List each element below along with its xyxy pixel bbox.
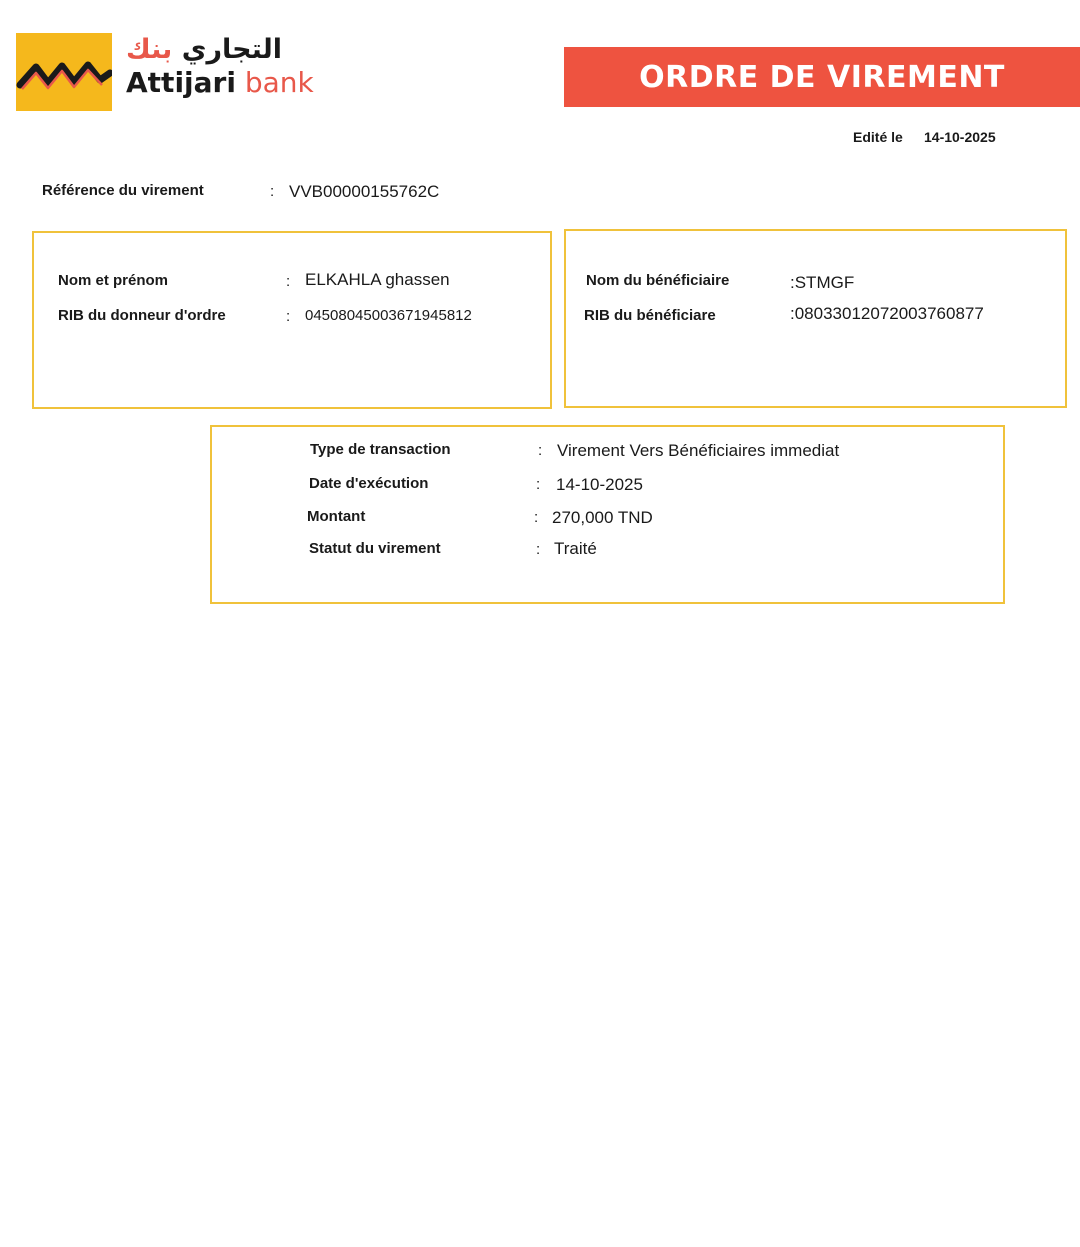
status-label: Statut du virement xyxy=(309,540,441,557)
document-title-banner xyxy=(564,47,1080,107)
bank-name-arabic-bank: بنك xyxy=(126,34,173,65)
amount-value: 270,000 TND xyxy=(552,508,653,527)
bank-name-latin xyxy=(126,66,314,99)
beneficiary-name-label: Nom du bénéficiaire xyxy=(586,272,730,289)
ordering-name-colon: : xyxy=(286,273,291,290)
transaction-type-value: Virement Vers Bénéficiaires immediat xyxy=(557,441,840,460)
beneficiary-name-value: :STMGF xyxy=(790,273,855,292)
ordering-rib-label: RIB du donneur d'ordre xyxy=(58,307,226,324)
beneficiary-rib-label: RIB du bénéficiare xyxy=(584,307,716,324)
edited-label: Edité le xyxy=(853,129,903,145)
ordering-rib-value: 04508045003671945812 xyxy=(305,307,472,324)
transaction-type-colon: : xyxy=(538,442,543,459)
amount-colon: : xyxy=(534,509,539,526)
reference-value: VVB00000155762C xyxy=(289,182,440,201)
amount-label: Montant xyxy=(307,508,366,525)
ordering-name-value: ELKAHLA ghassen xyxy=(305,270,450,289)
status-colon: : xyxy=(536,541,541,558)
ordering-name-label: Nom et prénom xyxy=(58,272,169,289)
bank-logo-icon xyxy=(16,33,112,111)
ordering-rib-colon: : xyxy=(286,308,291,325)
bank-name-arabic xyxy=(126,34,282,65)
execution-date-colon: : xyxy=(536,476,541,493)
status-value: Traité xyxy=(554,539,597,558)
edited-date: 14-10-2025 xyxy=(924,129,996,145)
execution-date-value: 14-10-2025 xyxy=(556,475,643,494)
execution-date-label: Date d'exécution xyxy=(309,475,429,492)
bank-name-latin-bank: bank xyxy=(244,66,314,99)
document-title: ORDRE DE VIREMENT xyxy=(639,59,1005,95)
bank-name-latin-main: Attijari xyxy=(126,66,236,99)
bank-name-arabic-main: التجاري xyxy=(181,34,283,65)
transaction-type-label: Type de transaction xyxy=(310,441,451,458)
beneficiary-rib-value: :08033012072003760877 xyxy=(790,304,984,323)
reference-label: Référence du virement xyxy=(42,182,204,199)
reference-colon: : xyxy=(270,183,275,200)
